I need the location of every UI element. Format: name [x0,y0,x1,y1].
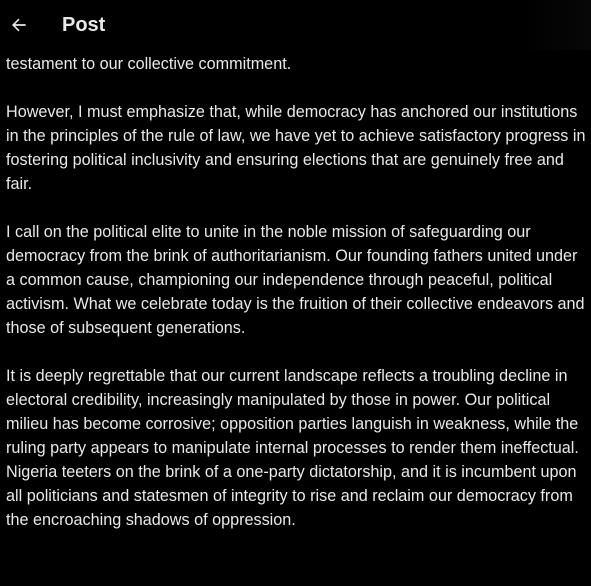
post-body [6,52,586,556]
back-button[interactable] [2,8,36,42]
post-paragraph: testament to our collective commitment. [6,55,292,73]
page-title: Post [62,13,106,36]
arrow-left-icon [9,15,29,35]
top-navigation-bar [0,0,591,50]
post-paragraph: However, I must emphasize that, while democracy has anchored our institutions in the principles of the rule of law, we have yet to achieve satisfactory progress in fostering political inclusivity and ensuring elections that are genuinely free and fair. [6,103,586,193]
post-paragraph: I call on the political elite to unite in the noble mission of safeguarding our democracy from the brink of authoritarianism. Our founding fathers united under a common cause, championing our independence through peaceful, political activism. What we celebrate today is the fruition of their collective endeavors and those of subsequent generations. [6,223,585,337]
header-shade [521,0,591,50]
post-paragraph: It is deeply regrettable that our current landscape reflects a troubling decline in electoral credibility, increasingly manipulated by those in power. Our political milieu has become corrosive; opposition parties languish in weakness, while the ruling party appears to manipulate internal processes to render them ineffectual. Nigeria teeters on the brink of a one-party dictatorship, and it is incumbent upon all politicians and statesmen of integrity to rise and reclaim our democracy from the encroaching shadows of oppression. [6,367,579,529]
